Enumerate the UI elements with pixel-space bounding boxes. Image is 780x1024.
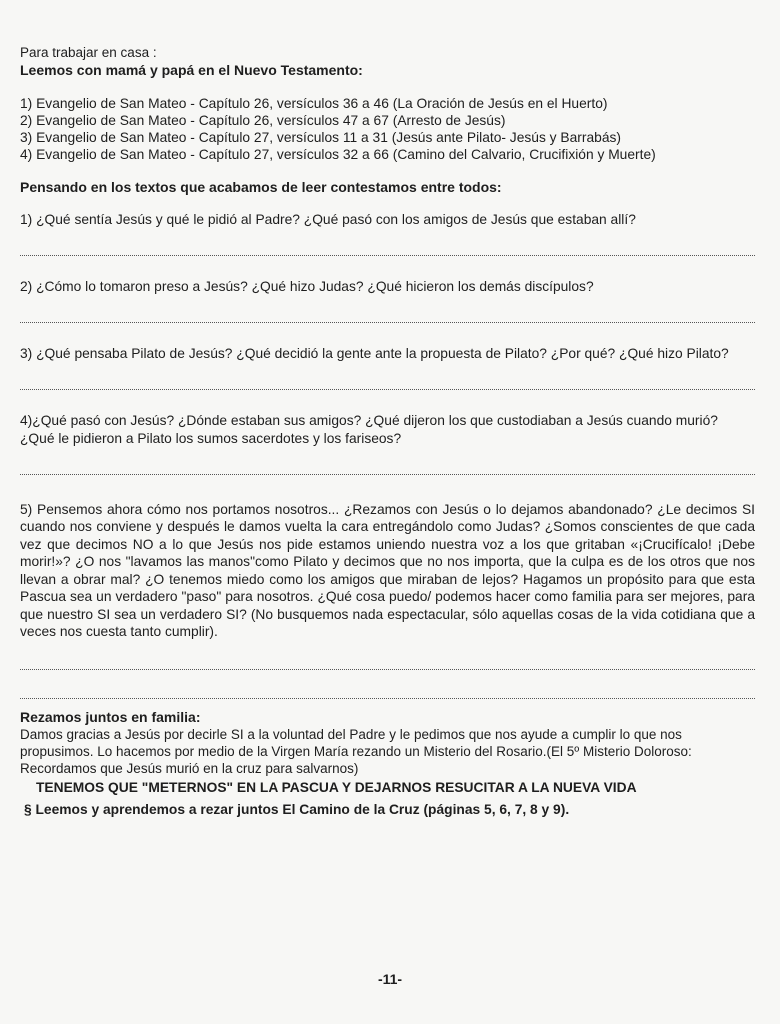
answer-line xyxy=(20,454,755,475)
way-of-cross-instruction: § Leemos y aprendemos a rezar juntos El Camino de la Cruz (páginas 5, 6, 7, 8 y 9). xyxy=(24,801,570,817)
question-2: 2) ¿Cómo lo tomaron preso a Jesús? ¿Qué hizo Judas? ¿Qué hicieron los demás discípulos? xyxy=(20,278,594,294)
reflection-answer-lines xyxy=(20,647,755,699)
family-prayer-text: Damos gracias a Jesús por decirle SI a la voluntad del Padre y le pedimos que nos ayude a cumplir lo que nos propusimos. Lo hacemos por medio de la Virgen María rezando un Misterio del Rosario.(El 5º Misterio Doloroso: Recordamos que Jesús murió en la cruz para salvarnos) xyxy=(20,727,692,776)
reading-item: 4) Evangelio de San Mateo - Capítulo 27, versículos 32 a 66 (Camino del Calvario, Crucifixión y Muerte) xyxy=(20,147,656,162)
reading-item: 2) Evangelio de San Mateo - Capítulo 26, versículos 47 a 67 (Arresto de Jesús) xyxy=(20,113,506,128)
question-4: 4)¿Qué pasó con Jesús? ¿Dónde estaban sus amigos? ¿Qué dijeron los que custodiaban a Jesús cuando murió? ¿Qué le pidieron a Pilato los sumos sacerdotes y los fariseos? xyxy=(20,412,718,446)
reflection-paragraph: 5) Pensemos ahora cómo nos portamos nosotros... ¿Rezamos con Jesús o lo dejamos abandonado? ¿Le decimos SI cuando nos conviene y después le damos vuelta la cara entregándolo como Judas? ¿Somos conscientes de que cada vez que decimos NO a lo que Jesús nos pide estamos uniendo nuestra voz a los que gritaban «¡Crucifícalo! ¡Debe morir!»? ¿O nos "lavamos las manos"como Pilato y decimos que no nos importa, que la culpa es de los otros que nos llevan a obrar mal? ¿O tenemos miedo como los amigos que miraban de lejos? Hagamos un propósito para que esta Pascua sea un verdadero "paso" para nosotros. ¿Qué cosa puedo/ podemos hacer como familia para ser mejores, para que nuestro SI sea un verdadero SI? (No busquemos nada espectacular, sólo aquellas cosas de la vida cotidiana que a veces nos cuesta tanto cumplir). xyxy=(20,501,755,639)
easter-call-heading: TENEMOS QUE "METERNOS" EN LA PASCUA Y DEJARNOS RESUCITAR A LA NUEVA VIDA xyxy=(36,780,637,795)
question-3: 3) ¿Qué pensaba Pilato de Jesús? ¿Qué decidió la gente ante la propuesta de Pilato? ¿Por qué? ¿Qué hizo Pilato? xyxy=(20,345,729,361)
questions-heading: Pensando en los textos que acabamos de leer contestamos entre todos: xyxy=(20,179,502,195)
reading-list xyxy=(20,95,755,163)
work-at-home-heading: Para trabajar en casa : xyxy=(20,45,157,60)
family-prayer-heading: Rezamos juntos en familia: xyxy=(20,708,201,725)
answer-line xyxy=(20,676,755,699)
reading-item: 1) Evangelio de San Mateo - Capítulo 26, versículos 36 a 46 (La Oración de Jesús en el Huerto) xyxy=(20,96,608,111)
answer-line xyxy=(20,647,755,670)
answer-line xyxy=(20,302,755,323)
answer-line xyxy=(20,235,755,256)
reading-item: 3) Evangelio de San Mateo - Capítulo 27, versículos 11 a 31 (Jesús ante Pilato- Jesús y Barrabás) xyxy=(20,130,621,145)
reading-instruction-heading: Leemos con mamá y papá en el Nuevo Testamento: xyxy=(20,61,363,78)
worksheet-page xyxy=(20,44,755,818)
question-1: 1) ¿Qué sentía Jesús y qué le pidió al Padre? ¿Qué pasó con los amigos de Jesús que estaban allí? xyxy=(20,211,636,227)
page-number: -11- xyxy=(377,971,403,987)
answer-line xyxy=(20,369,755,390)
